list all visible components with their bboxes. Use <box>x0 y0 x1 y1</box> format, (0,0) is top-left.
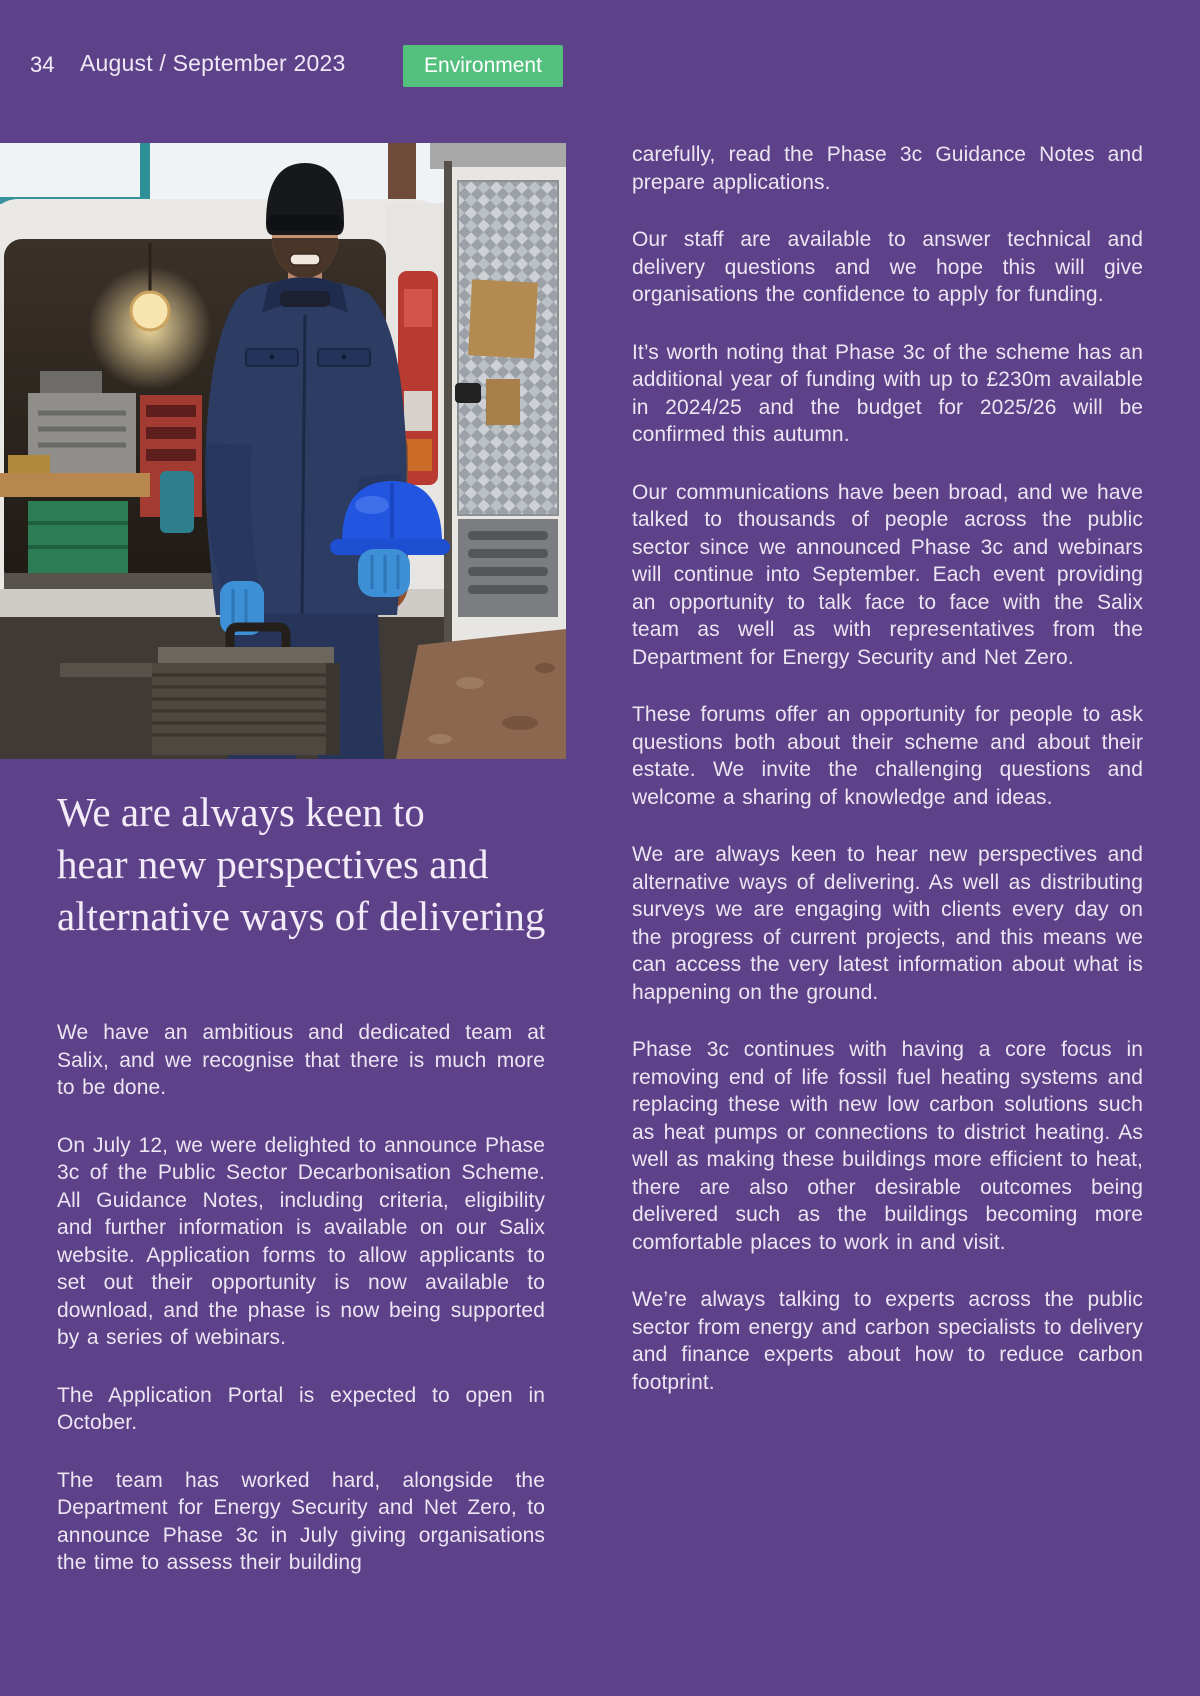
body-paragraph: Our staff are available to answer technical and delivery questions and we hope this will give organisations the confidence to apply for funding. <box>632 228 1143 306</box>
pull-quote-line: alternative ways of delivering <box>57 893 546 939</box>
body-paragraph: The Application Portal is expected to open in October. <box>57 1383 545 1434</box>
issue-date: August / September 2023 <box>80 50 346 76</box>
body-paragraph: On July 12, we were delighted to announce Phase 3c of the Public Sector Decarbonisation Scheme. All Guidance Notes, including criteria, eligibility and further information is available on our Salix website. Application forms to allow applicants to set out their opportunity is now available to download, and the phase is now being supported by a series of webinars. <box>57 1133 545 1349</box>
body-paragraph: These forums offer an opportunity for people to ask questions both about their scheme and about their estate. We invite the challenging questions and welcome a sharing of knowledge and ideas. <box>632 703 1143 809</box>
cardboard-patch <box>468 279 538 358</box>
body-paragraph: Phase 3c continues with having a core focus in removing end of life fossil fuel heating systems and replacing these with new low carbon solutions such as heat pumps or connections to district heating. As well as making these buildings more efficient to heat, there are also other desirable outcomes being delivered such as the buildings becoming more comfortable places to work in and visit. <box>632 1038 1143 1254</box>
pull-quote <box>57 786 562 942</box>
van-open-door <box>444 161 566 645</box>
article-photo <box>0 143 566 759</box>
pull-quote-line: We are always keen to <box>57 789 425 835</box>
pull-quote-line: hear new perspectives and <box>57 841 489 887</box>
door-handle <box>455 383 481 403</box>
door-vent <box>458 519 558 617</box>
left-column <box>57 1019 545 1607</box>
body-paragraph: carefully, read the Phase 3c Guidance Notes and prepare applications. <box>632 143 1143 194</box>
article-photo-illustration <box>0 143 566 759</box>
glove-left <box>358 549 410 597</box>
body-paragraph: Our communications have been broad, and we have talked to thousands of people across the public sector since we announced Phase 3c and webinars will continue into September. Each event providing an opportunity to talk face to face with the Salix team as well as with representatives from the Department for Energy Security and Net Zero. <box>632 480 1143 669</box>
beanie-band <box>267 215 343 231</box>
body-paragraph: It’s worth noting that Phase 3c of the scheme has an additional year of funding with up to £230m available in 2024/25 and the budget for 2025/26 will be confirmed this autumn. <box>632 340 1143 446</box>
body-paragraph: We have an ambitious and dedicated team at Salix, and we recognise that there is much more to be done. <box>57 1021 545 1099</box>
body-paragraph: We’re always talking to experts across the public sector from energy and carbon specialists to delivery and finance experts about how to reduce carbon footprint. <box>632 1288 1143 1394</box>
workshop-floor <box>396 629 566 759</box>
right-column <box>632 141 1143 1426</box>
cardboard-patch-small <box>486 379 520 425</box>
category-badge: Environment <box>403 45 563 87</box>
smile <box>290 254 320 265</box>
page-number: 34 <box>30 52 55 77</box>
body-paragraph: The team has worked hard, alongside the Department for Energy Security and Net Zero, to announce Phase 3c in July giving organisations the time to assess their building <box>57 1468 545 1574</box>
body-paragraph: We are always keen to hear new perspectives and alternative ways of delivering. As well as distributing surveys we are engaging with clients every day on the progress of current projects, and this means we can access the very latest information about what is happening on the ground. <box>632 843 1143 1004</box>
